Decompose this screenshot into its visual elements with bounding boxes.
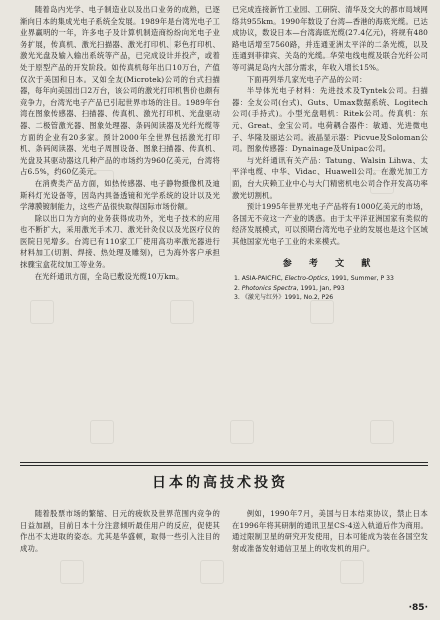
page-number: ·85· [408, 603, 428, 613]
section-title: 日本的高技术投资 [152, 475, 288, 491]
section-paragraph: 随着股票市场的繁缩、日元的疲软及世界范围内竞争的日益加剧，目前日本十分注意倾听最佳用户的反应，促使其作出不太进取的姿态。尤其是华盛顿，取得一些引入注目的成功。 [20, 509, 220, 553]
reference-journal: Electro-Optics [284, 275, 328, 283]
article-paragraph: 在消费类产品方面，如热传感器、电子静物摄像机及迪斯科灯光设备等，因岛内具备透镜和光学系统的设计以及光学薄膜镀制能力，这些产品很快取得国际市场份额。 [20, 178, 220, 212]
reference-prefix: 1. ASIA-PAICFIC, [234, 275, 285, 283]
section-divider-rule [20, 462, 428, 463]
reference-item [234, 274, 428, 283]
section-paragraph: 例如，1990年7月，美国与日本结束协议，禁止日本在1996年将其研制的通讯卫星CS-4送入轨道后作为商用。通过限制卫星的研究开发使用，日本可能成为装在各国空发射或准备发射通信卫星上的收发机的用户。 [232, 509, 428, 553]
reference-journal: Photonics Spectra [241, 284, 297, 292]
article-paragraph: 已完成连接新竹工业园、工研院、清华及交大的都市局域网络共955km。1990年数设了台湾—香港的海底光缆。已达成协议，数设日本—台湾海底光缆(27.4亿元)，将规有480路电话增至7560路，并连通亚洲太平洋的二条光缆，以及连通到菲律宾、关岛的光缆。华荣电线电缆及联合光纤公司等可满足岛内大部分需求，年收入增长15%。 [232, 5, 428, 72]
article-left-column [20, 4, 220, 462]
references-list [232, 274, 428, 302]
article-right-column [232, 4, 428, 462]
article-columns [20, 4, 428, 462]
reference-prefix: 2. [234, 284, 242, 292]
feature-list-intro: 下面再列举几家光电子产品的公司： [246, 74, 367, 84]
reference-suffix: , 1991, Jan, P93 [296, 284, 345, 292]
section-right-column [232, 508, 428, 554]
reference-item [234, 284, 428, 293]
feature-list-item: 预计1995年世界光电子产品将有1000亿美元的市场，各国无不竞这一产业的诱惑。由于太平洋亚洲国家有类似的经济发展模式，可以预期台湾光电子业的发展也是这个区域其他国家光电子工业的未来模式。 [232, 202, 428, 246]
article-paragraph: 除以出口为方向的业务获得成功外，光电子技术的应用也不断扩大，采用激光手术刀、激光针灸仪以及光医疗仪的医院日见增多。台湾已有110家工厂使用高功率激光器进行材料加工(切割、焊接、热处理及雕刻)，已为海外客户承担抹骤宝盒花纹加工等业务。 [20, 213, 220, 270]
section-left-column [20, 508, 220, 554]
reference-prefix: 3. 《激光与红外》1991, No.2, P26 [234, 294, 334, 302]
feature-list-item: 半导体光电子材料：先进技术及Tyntek公司。扫描器：全友公司(台式)、Guts、Umax数据系统、Logitech公司(手持式)。小型光盘唱机：Ritek公司。传真机：东元、Great、金宝公司。电荷耦合器件：敏通、光进微电子、华隆及丽达公司。液晶显示器：Picvue及Soloman公司。图象传感器：Dynainage及Unipac公司。 [232, 86, 428, 154]
article-paragraph: 在光纤通讯方面，全岛已敷设光缆10万km。 [34, 271, 184, 281]
feature-list-item: 与光纤通讯有关产品：Tatung、Walsin Lihwa、太平洋电缆、中华、Vidac、Huawell公司。在激光加工方面，台大庆赖工业中心与大门精密机电公司合作开发高功率激光切割机。 [232, 155, 428, 200]
reference-suffix: , 1991, Summer, P 33 [327, 275, 394, 283]
section-columns [20, 508, 428, 554]
section-divider-rule [20, 465, 428, 466]
article-paragraph: 随着岛内光学、电子制造业以及出口业务的成熟，已逐渐向日本的集成光电子系统全发展。1989年是台湾光电子工业界赢明的一年，许多电子及计算机制造商纷纷向光电子业务扩展，传真机、激光扫描器、激光打印机、彩色打印机、激光光盘及输入输出系统等产品，已完成设计并投产，或着处于原型产品的开发阶段。如传真机每年出口10万台，产值仅次于美国和日本。又如全友(Microtek)公司的台式扫描器，每年向美国出口2万台，该公司的激光打印机售价也颇有竞争力，台湾光电子产品已引起世界市场的注目。1989年台湾在图象传感器、扫描器、传真机、激光打印机、光盘驱动器、二极管激光器、图象处理器、条码阅读器及光纤光缆等方面的企业有20多家。预计2000年全世界包括激光打印机、条码阅读器、光电子周围设备、图象扫描器、传真机、光盘及其驱动器这几种产品的市场约为960亿美元，台湾将占6.5%，约60亿美元。 [20, 5, 220, 177]
references-title: 参 考 文 献 [282, 259, 378, 270]
